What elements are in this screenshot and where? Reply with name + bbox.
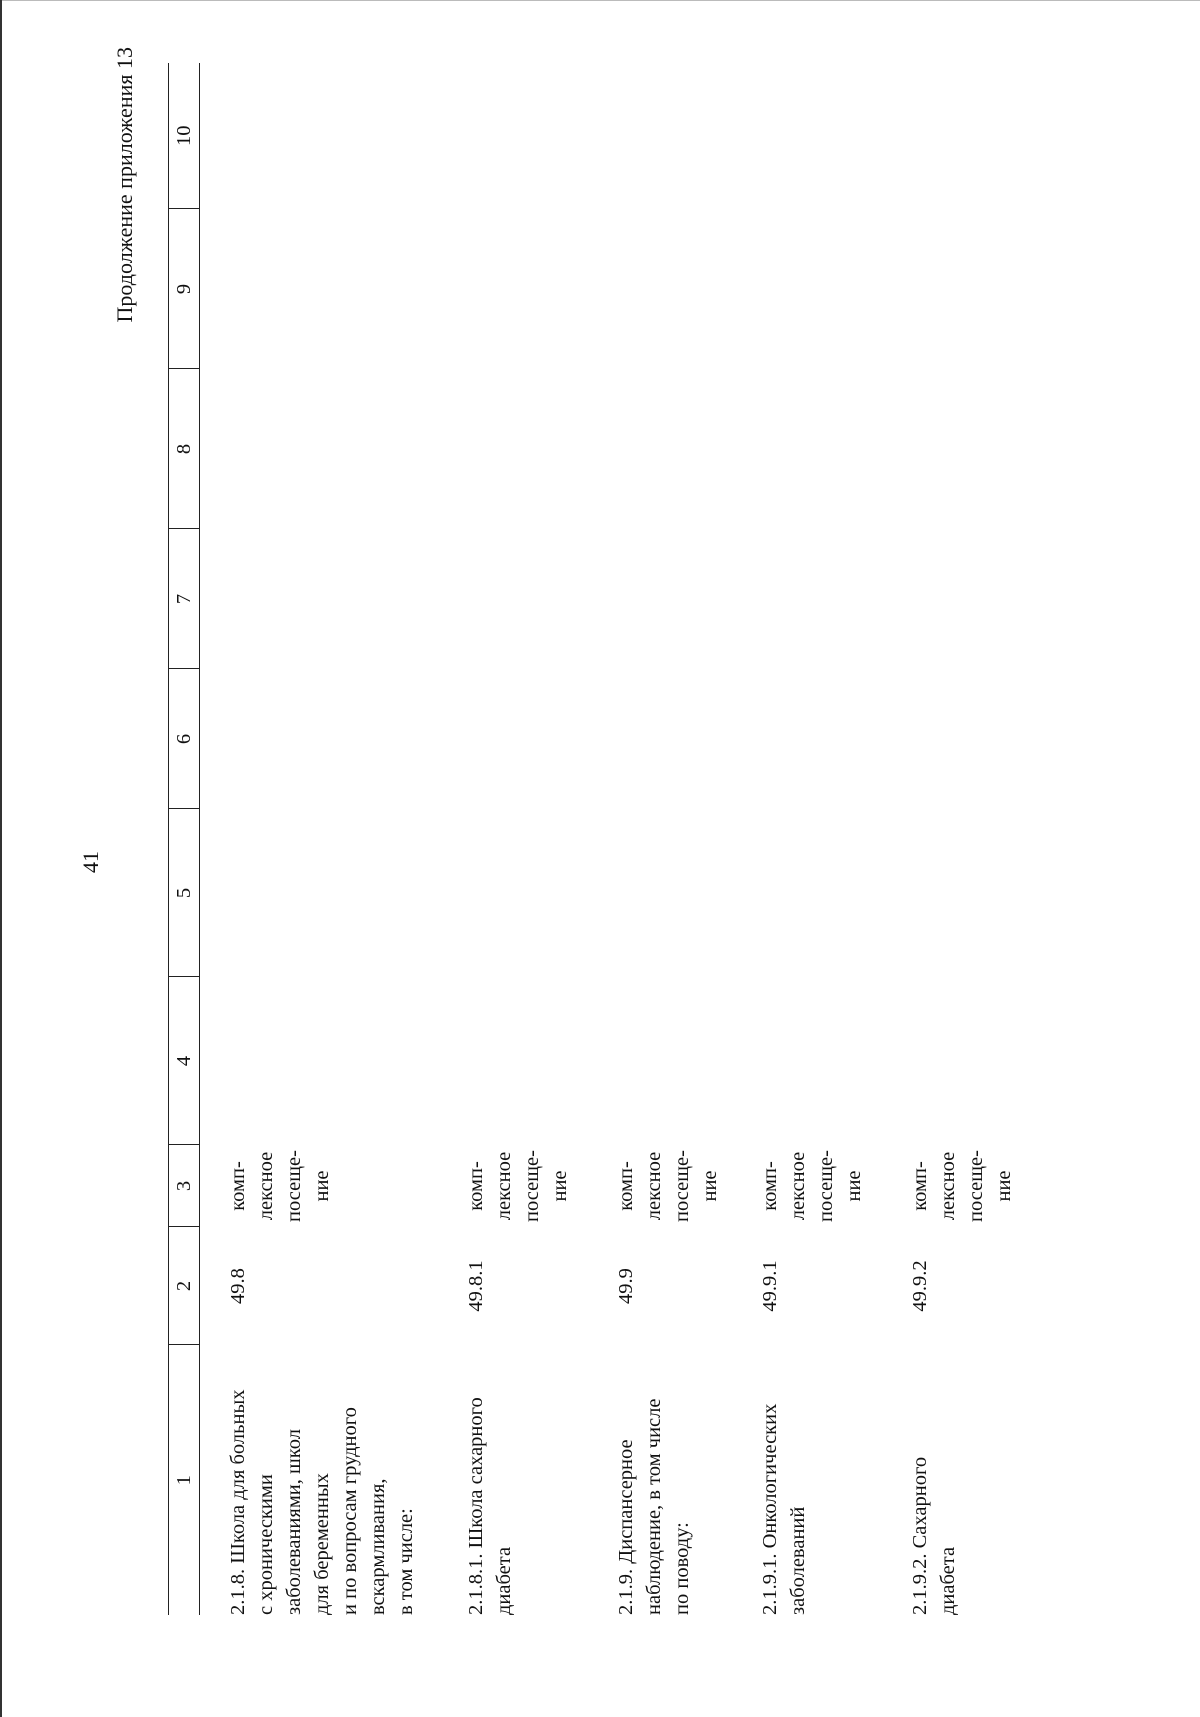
empty-cell (200, 977, 463, 1145)
empty-cell (906, 977, 1046, 1145)
empty-cell (906, 63, 1046, 209)
name-line: для беременных (311, 1473, 333, 1615)
unit-line: комп- (909, 1161, 931, 1211)
empty-cell (756, 209, 906, 369)
col-header-7: 7 (169, 529, 200, 669)
table-row (612, 63, 756, 1615)
unit-line: лексное (493, 1151, 515, 1221)
unit-line: ние (311, 1170, 333, 1202)
empty-cell (612, 809, 756, 977)
empty-cell (756, 369, 906, 529)
empty-cell (462, 209, 612, 369)
row-unit (462, 1145, 612, 1227)
name-line: 2.1.8. Школа для больных (227, 1389, 249, 1615)
empty-cell (906, 669, 1046, 809)
name-line: заболеваниями, школ (283, 1429, 305, 1615)
empty-cell (906, 369, 1046, 529)
row-name (462, 1345, 612, 1615)
row-name (756, 1345, 906, 1615)
empty-cell (462, 977, 612, 1145)
header-row (169, 63, 200, 1615)
unit-line: комп- (465, 1161, 487, 1211)
row-unit (906, 1145, 1046, 1227)
row-unit (200, 1145, 463, 1227)
empty-cell (612, 977, 756, 1145)
unit-line: посеще- (815, 1150, 837, 1222)
row-code: 49.8.1 (465, 1260, 487, 1312)
name-line: 2.1.9. Диспансерное (615, 1439, 637, 1615)
empty-cell (756, 977, 906, 1145)
empty-cell (612, 209, 756, 369)
empty-cell (462, 63, 612, 209)
table-row (462, 63, 612, 1615)
unit-line: ние (993, 1170, 1015, 1202)
empty-cell (462, 809, 612, 977)
empty-cell (756, 63, 906, 209)
name-line: 2.1.9.2. Сахарного (909, 1456, 931, 1615)
unit-line: ние (549, 1170, 571, 1202)
col-header-10: 10 (169, 63, 200, 209)
name-line: по поводу: (671, 1522, 693, 1615)
empty-cell (200, 209, 463, 369)
empty-cell (612, 529, 756, 669)
name-line: заболеваний (787, 1506, 809, 1615)
col-header-4: 4 (169, 977, 200, 1145)
data-table (168, 63, 1046, 1615)
unit-line: ние (843, 1170, 865, 1202)
unit-line: посеще- (521, 1150, 543, 1222)
unit-line: лексное (937, 1151, 959, 1221)
name-line: в том числе: (395, 1508, 417, 1615)
row-code: 49.9.1 (759, 1260, 781, 1312)
empty-cell (462, 369, 612, 529)
empty-cell (612, 63, 756, 209)
empty-cell (612, 669, 756, 809)
unit-line: комп- (615, 1161, 637, 1211)
unit-line: посеще- (965, 1150, 987, 1222)
empty-cell (200, 669, 463, 809)
empty-cell (756, 809, 906, 977)
empty-cell (756, 529, 906, 669)
unit-line: комп- (759, 1161, 781, 1211)
col-header-1: 1 (169, 1345, 200, 1615)
empty-cell (906, 529, 1046, 669)
unit-line: лексное (787, 1151, 809, 1221)
col-header-8: 8 (169, 369, 200, 529)
empty-cell (906, 209, 1046, 369)
table-row (756, 63, 906, 1615)
name-line: с хроническими (255, 1474, 277, 1615)
empty-cell (200, 63, 463, 209)
empty-cell (462, 669, 612, 809)
unit-line: посеще- (283, 1150, 305, 1222)
row-name (906, 1345, 1046, 1615)
table-row (200, 63, 463, 1615)
col-header-3: 3 (169, 1145, 200, 1227)
page-number: 41 (78, 851, 103, 873)
empty-cell (612, 369, 756, 529)
empty-cell (200, 529, 463, 669)
table-row (906, 63, 1046, 1615)
name-line: вскармливания, (367, 1478, 389, 1615)
name-line: наблюдение, в том числе (643, 1398, 665, 1615)
name-line: 2.1.9.1. Онкологических (759, 1403, 781, 1615)
row-name (200, 1345, 463, 1615)
unit-line: лексное (255, 1151, 277, 1221)
continuation-label: Продолжение приложения 13 (112, 47, 137, 323)
unit-line: комп- (227, 1161, 249, 1211)
empty-cell (462, 529, 612, 669)
name-line: 2.1.8.1. Школа сахарного (465, 1397, 487, 1615)
name-line: диабета (493, 1546, 515, 1615)
unit-line: ние (699, 1170, 721, 1202)
empty-cell (906, 809, 1046, 977)
row-code: 49.8 (227, 1268, 249, 1304)
row-code: 49.9 (615, 1268, 637, 1304)
empty-cell (200, 369, 463, 529)
col-header-2: 2 (169, 1227, 200, 1345)
empty-cell (200, 809, 463, 977)
row-name (612, 1345, 756, 1615)
row-unit (756, 1145, 906, 1227)
unit-line: лексное (643, 1151, 665, 1221)
col-header-6: 6 (169, 669, 200, 809)
col-header-5: 5 (169, 809, 200, 977)
row-unit (612, 1145, 756, 1227)
name-line: диабета (937, 1546, 959, 1615)
row-code: 49.9.2 (909, 1260, 931, 1312)
unit-line: посеще- (671, 1150, 693, 1222)
name-line: и по вопросам грудного (339, 1407, 361, 1615)
col-header-9: 9 (169, 209, 200, 369)
empty-cell (756, 669, 906, 809)
